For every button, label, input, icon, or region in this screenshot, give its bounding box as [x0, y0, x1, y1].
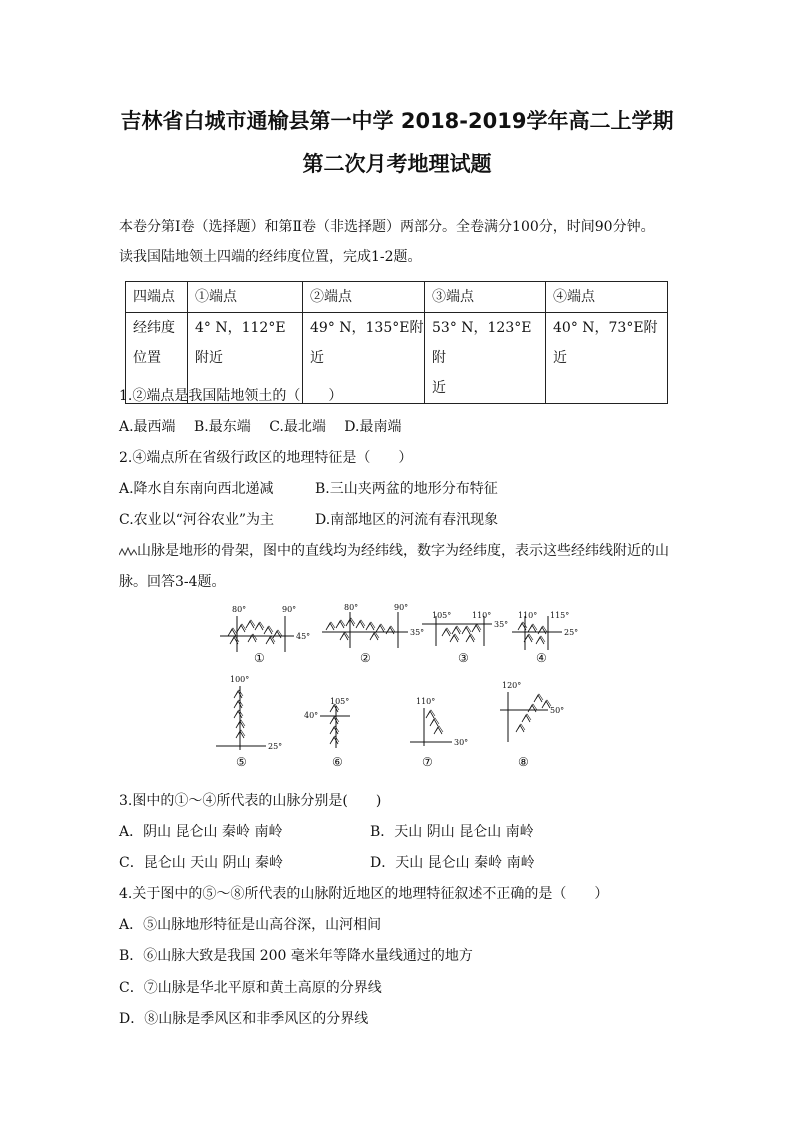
panel-number: ⑦	[422, 755, 433, 769]
coord-text-cont: 近	[310, 350, 324, 366]
panel-3	[422, 611, 508, 665]
q1-stem: 1.②端点是我国陆地领土的（ ）	[119, 388, 343, 404]
table-cell: ②端点	[303, 282, 425, 313]
lon-label: 100°	[230, 675, 250, 684]
q4-option-d: D．⑧山脉是季风区和非季风区的分界线	[119, 1011, 369, 1027]
panel-number: ⑥	[332, 755, 343, 769]
doc-title-line2: 第二次月考地理试题	[302, 152, 492, 176]
mountain-symbol-icon	[119, 546, 137, 556]
panel-number: ⑤	[236, 755, 247, 769]
panel-number: ③	[458, 651, 469, 665]
panel-number: ①	[254, 651, 265, 665]
q2-option-a: A.降水自东南向西北递减	[119, 481, 274, 497]
coord-text: 49° N，135°E附	[310, 320, 424, 336]
lon-label: 110°	[472, 611, 492, 620]
table-cell: ③端点	[425, 282, 546, 313]
panel-number: ⑧	[518, 755, 529, 769]
q2-option-b: B.三山夹两盆的地形分布特征	[315, 481, 498, 497]
q2-stem: 2.④端点所在省级行政区的地理特征是（ ）	[119, 450, 413, 466]
table-cell: ④端点	[546, 282, 668, 313]
coord-text: 53° N，123°E附	[432, 320, 532, 366]
lon-label: 120°	[502, 681, 522, 690]
q3-option-c: C．昆仑山 天山 阴山 秦岭	[119, 855, 284, 871]
prompt-q1-2: 读我国陆地领土四端的经纬度位置，完成1-2题。	[119, 249, 422, 265]
lat-label: 35°	[494, 620, 509, 629]
coord-text-cont: 近	[553, 350, 567, 366]
q3-option-b: B．天山 阴山 昆仑山 南岭	[370, 824, 534, 840]
passage-line2: 脉。回答3-4题。	[119, 574, 226, 590]
intro-text: 本卷分第Ⅰ卷（选择题）和第Ⅱ卷（非选择题）两部分。全卷满分100分，时间90分钟。	[119, 219, 655, 235]
table-cell	[546, 313, 668, 404]
panel-number: ④	[536, 651, 547, 665]
q2-option-d: D.南部地区的河流有春汛现象	[315, 512, 499, 528]
table-cell	[425, 313, 546, 404]
table-cell: 四端点	[126, 282, 188, 313]
lon-label: 105°	[330, 697, 350, 706]
q3-option-d: D．天山 昆仑山 秦岭 南岭	[370, 855, 535, 871]
lon-label: 110°	[518, 611, 538, 620]
mountain-ranges-figure	[200, 600, 600, 780]
q1-options: A.最西端 B.最东端 C.最北端 D.最南端	[119, 419, 402, 435]
q4-option-c: C．⑦山脉是华北平原和黄土高原的分界线	[119, 980, 382, 996]
passage-text-1: 山脉是地形的骨架，图中的直线均为经纬线，数字为经纬度，表示这些经纬线附近的山	[137, 543, 669, 559]
table-header-row	[126, 282, 668, 313]
coord-text: 4° N，112°E	[195, 320, 286, 336]
lat-label: 25°	[564, 628, 579, 637]
lat-label: 35°	[410, 628, 425, 637]
lon-label: 90°	[282, 605, 297, 614]
q2-option-c: C.农业以“河谷农业”为主	[119, 512, 274, 528]
lon-label: 105°	[432, 611, 452, 620]
q3-option-a: A．阴山 昆仑山 秦岭 南岭	[119, 824, 283, 840]
panel-7	[410, 697, 468, 769]
q4-option-b: B．⑥山脉大致是我国 200 毫米年等降水量线通过的地方	[119, 948, 473, 964]
panel-5	[216, 675, 282, 769]
coord-text: 40° N，73°E附	[553, 320, 658, 336]
lat-label: 30°	[454, 738, 469, 747]
panel-2	[322, 603, 424, 665]
panel-1	[220, 605, 310, 665]
coord-text-cont: 近	[432, 380, 446, 396]
lat-label: 45°	[296, 632, 311, 641]
panel-number: ②	[360, 651, 371, 665]
row-label-1: 经纬度	[133, 320, 175, 336]
lon-label: 115°	[550, 611, 570, 620]
row-label-2: 位置	[133, 350, 161, 366]
panel-8	[500, 681, 564, 769]
lat-label: 25°	[268, 742, 283, 751]
lat-label: 40°	[304, 711, 319, 720]
q4-stem: 4.关于图中的⑤～⑧所代表的山脉附近地区的地理特征叙述不正确的是（ ）	[119, 886, 609, 902]
doc-title-line1: 吉林省白城市通榆县第一中学 2018-2019学年高二上学期	[120, 109, 674, 133]
q3-stem: 3.图中的①～④所代表的山脉分别是( )	[119, 793, 382, 809]
table-cell: ①端点	[188, 282, 303, 313]
panel-4	[512, 611, 578, 665]
coord-text-cont: 附近	[195, 350, 223, 366]
lon-label: 90°	[394, 603, 409, 612]
panel-6	[304, 697, 350, 769]
lon-label: 80°	[344, 603, 359, 612]
lat-label: 50°	[550, 706, 565, 715]
lon-label: 80°	[232, 605, 247, 614]
lon-label: 110°	[416, 697, 436, 706]
q4-option-a: A．⑤山脉地形特征是山高谷深，山河相间	[119, 917, 382, 933]
passage-line1	[119, 540, 669, 560]
